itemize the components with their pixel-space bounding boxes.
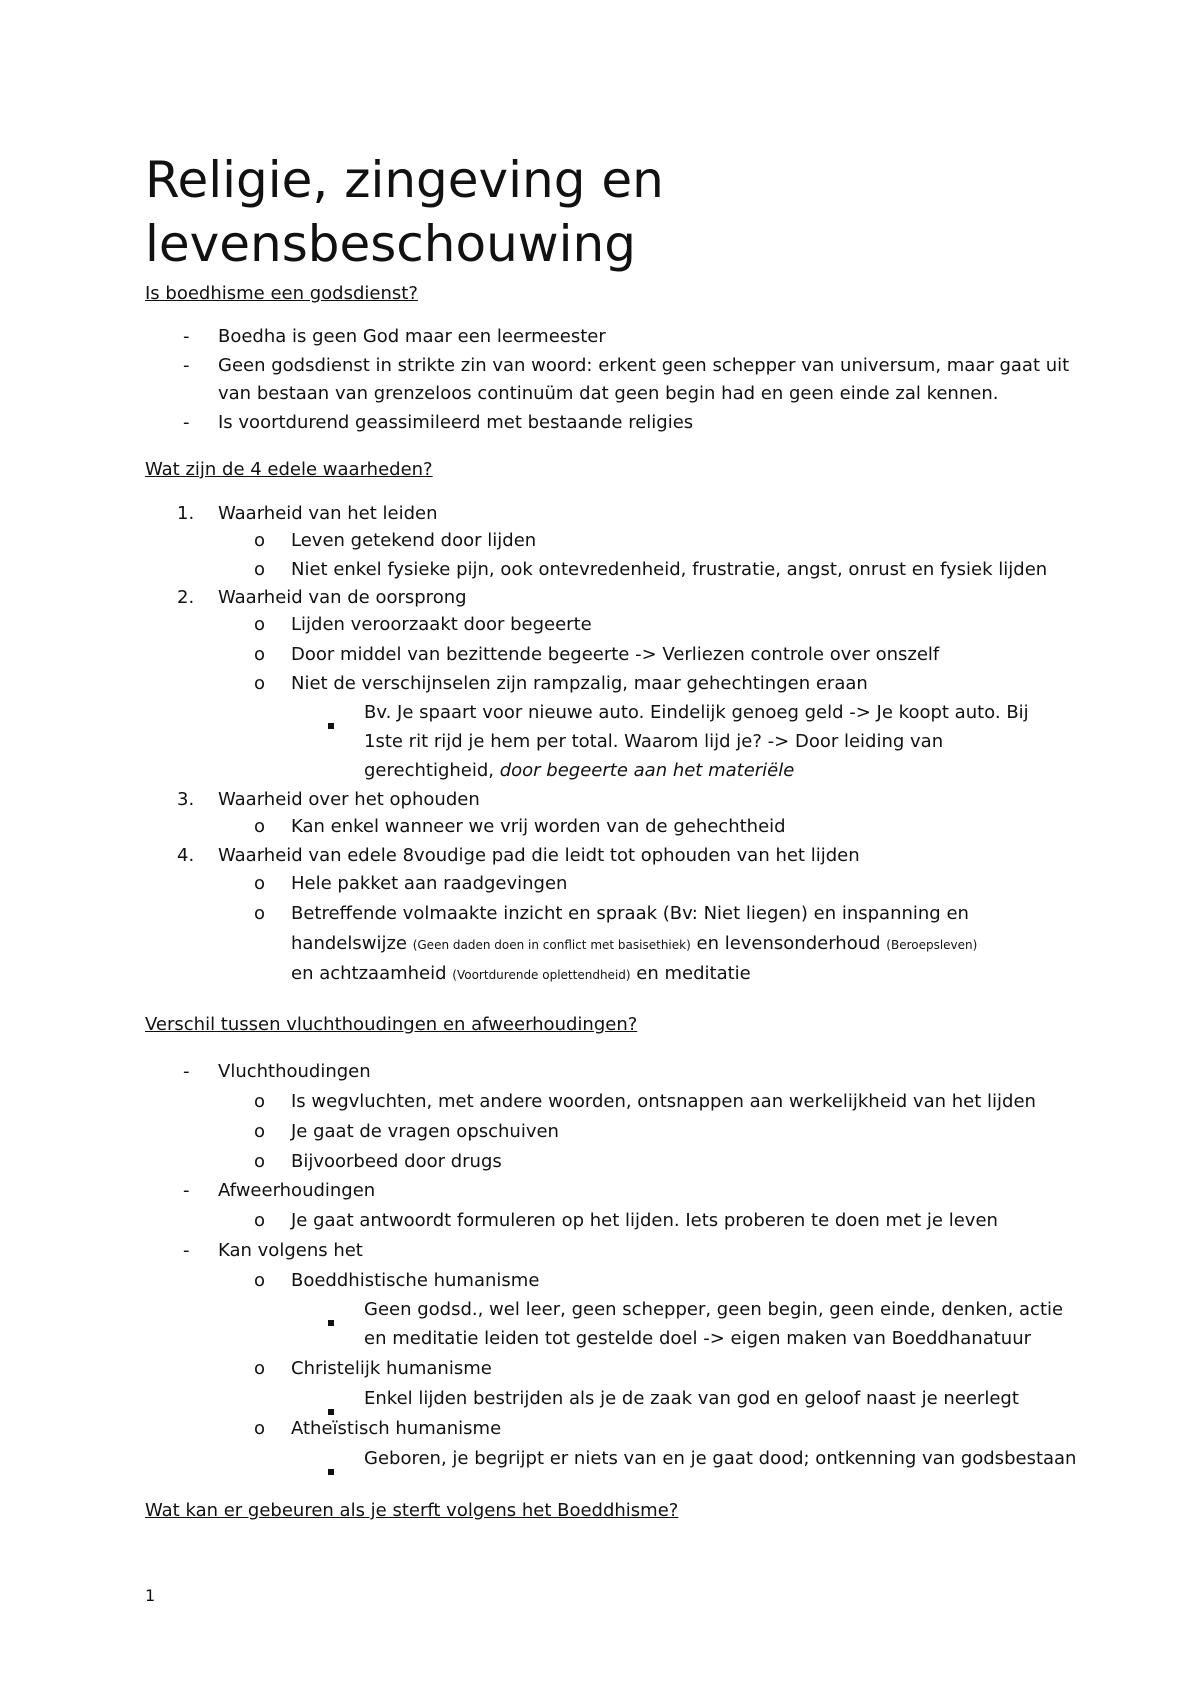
- circle-bullet: o: [254, 559, 266, 580]
- list-item: Geen godsdienst in strikte zin van woord: erkent geen schepper van universum, maar gaat uit: [218, 355, 1070, 376]
- list-item: Leven getekend door lijden: [291, 530, 537, 551]
- list-item: Boedha is geen God maar een leermeester: [218, 326, 606, 347]
- plain-text: handelswijze: [291, 933, 413, 954]
- numbered-item: Waarheid over het ophouden: [218, 789, 480, 810]
- circle-bullet: o: [254, 614, 266, 635]
- title-line-2: levensbeschouwing: [145, 215, 636, 273]
- list-item: Je gaat antwoordt formuleren op het lijden. Iets proberen te doen met je leven: [291, 1210, 998, 1231]
- numbered-item: Waarheid van edele 8voudige pad die leidt tot ophouden van het lijden: [218, 845, 860, 866]
- number-marker: 3.: [177, 789, 195, 810]
- circle-bullet: o: [254, 1270, 266, 1291]
- question-heading: Is boedhisme een godsdienst?: [145, 283, 418, 304]
- circle-bullet: o: [254, 1121, 266, 1142]
- list-item-continuation: [291, 960, 751, 989]
- question-heading: Wat kan er gebeuren als je sterft volgens het Boeddhisme?: [145, 1500, 679, 1521]
- list-item-continuation: [291, 930, 977, 959]
- list-item-continuation: van bestaan van grenzeloos continuüm dat geen begin had en geen einde zal kennen.: [218, 383, 999, 404]
- circle-bullet: o: [254, 1418, 266, 1439]
- plain-text: en meditatie: [630, 963, 751, 984]
- list-item: Je gaat de vragen opschuiven: [291, 1121, 559, 1142]
- small-text: (Voortdurende oplettendheid): [452, 968, 631, 982]
- circle-bullet: o: [254, 1358, 266, 1379]
- dash-bullet: -: [183, 1240, 190, 1261]
- list-item: Bijvoorbeed door drugs: [291, 1151, 502, 1172]
- circle-bullet: o: [254, 673, 266, 694]
- dash-bullet: -: [183, 412, 190, 433]
- title-line-1: Religie, zingeving en: [145, 151, 664, 209]
- dash-bullet: -: [183, 1061, 190, 1082]
- number-marker: 4.: [177, 845, 195, 866]
- document-title: [145, 148, 1045, 276]
- numbered-item: Waarheid van het leiden: [218, 503, 438, 524]
- square-bullet-icon: [328, 1307, 334, 1335]
- square-bullet-icon: [328, 1456, 334, 1484]
- list-item: Niet enkel fysieke pijn, ook ontevredenheid, frustratie, angst, onrust en fysiek lijden: [291, 559, 1048, 580]
- circle-bullet: o: [254, 530, 266, 551]
- list-item: Is wegvluchten, met andere woorden, ontsnappen aan werkelijkheid van het lijden: [291, 1091, 1036, 1112]
- question-heading: Wat zijn de 4 edele waarheden?: [145, 459, 433, 480]
- list-item: Door middel van bezittende begeerte -> Verliezen controle over onszelf: [291, 644, 940, 665]
- plain-text: en levensonderhoud: [690, 933, 887, 954]
- dash-bullet: -: [183, 1180, 190, 1201]
- list-item: Lijden veroorzaakt door begeerte: [291, 614, 592, 635]
- plain-text: en achtzaamheid: [291, 963, 453, 984]
- number-marker: 2.: [177, 587, 195, 608]
- list-item-continuation: [364, 757, 794, 785]
- italic-text: door begeerte aan het materiële: [499, 760, 795, 781]
- dash-bullet: -: [183, 355, 190, 376]
- list-item: Betreffende volmaakte inzicht en spraak (Bv: Niet liegen) en inspanning en: [291, 903, 969, 924]
- list-item: Afweerhoudingen: [218, 1180, 376, 1201]
- small-text: (Beroepsleven): [886, 938, 978, 952]
- list-item: Hele pakket aan raadgevingen: [291, 873, 568, 894]
- list-item: Boeddhistische humanisme: [291, 1270, 540, 1291]
- list-item: Niet de verschijnselen zijn rampzalig, maar gehechtingen eraan: [291, 673, 868, 694]
- list-item-continuation: 1ste rit rijd je hem per total. Waarom lijd je? -> Door leiding van: [364, 731, 944, 752]
- list-item: Enkel lijden bestrijden als je de zaak van god en geloof naast je neerlegt: [364, 1388, 1019, 1409]
- square-bullet-icon: [328, 710, 334, 738]
- circle-bullet: o: [254, 873, 266, 894]
- list-item-continuation: en meditatie leiden tot gestelde doel -> eigen maken van Boeddhanatuur: [364, 1328, 1032, 1349]
- circle-bullet: o: [254, 1151, 266, 1172]
- circle-bullet: o: [254, 1091, 266, 1112]
- circle-bullet: o: [254, 644, 266, 665]
- list-item: Vluchthoudingen: [218, 1061, 371, 1082]
- list-item: Geboren, je begrijpt er niets van en je gaat dood; ontkenning van godsbestaan: [364, 1448, 1077, 1469]
- circle-bullet: o: [254, 816, 266, 837]
- question-heading: Verschil tussen vluchthoudingen en afweerhoudingen?: [145, 1014, 638, 1035]
- dash-bullet: -: [183, 326, 190, 347]
- page-number: 1: [145, 1586, 156, 1605]
- list-item: Kan enkel wanneer we vrij worden van de gehechtheid: [291, 816, 786, 837]
- list-item: Christelijk humanisme: [291, 1358, 492, 1379]
- list-item: Bv. Je spaart voor nieuwe auto. Eindelijk genoeg geld -> Je koopt auto. Bij: [364, 702, 1029, 723]
- small-text: (Geen daden doen in conflict met basisethiek): [412, 938, 691, 952]
- numbered-item: Waarheid van de oorsprong: [218, 587, 467, 608]
- list-item: Geen godsd., wel leer, geen schepper, geen begin, geen einde, denken, actie: [364, 1299, 1064, 1320]
- list-item: Is voortdurend geassimileerd met bestaande religies: [218, 412, 694, 433]
- list-item: Kan volgens het: [218, 1240, 363, 1261]
- list-item: Atheïstisch humanisme: [291, 1418, 502, 1439]
- circle-bullet: o: [254, 903, 266, 924]
- circle-bullet: o: [254, 1210, 266, 1231]
- plain-text: gerechtigheid,: [364, 760, 500, 781]
- number-marker: 1.: [177, 503, 195, 524]
